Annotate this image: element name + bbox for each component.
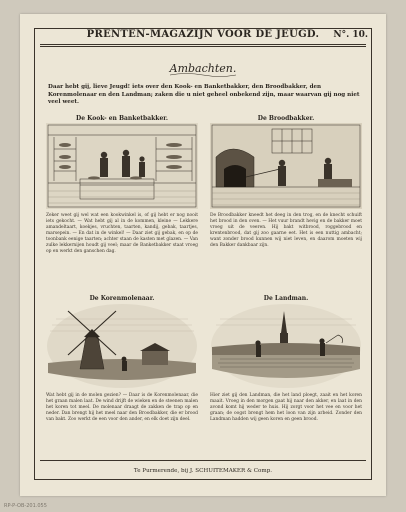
print-sheet <box>20 14 386 496</box>
bakehouse-engraving <box>210 123 362 209</box>
panel-broodbakker <box>210 114 362 249</box>
intro-paragraph: Daar hebt gij, lieve Jeugd! iets over den Kook- en Banketbakker, den Broodbakker, den Korenmolenaar en den Landman; zaken die u niet geheel onbekend zijn, maar waarvan gij nog niet veel weet. <box>48 84 360 106</box>
panel-text: Hier ziet gij den Landman, die het land ploegt, zaait en het koren maait. Vroeg in den morgen gaat hij naar den akker, en laat in den avond komt hij weder te huis. Hij zorgt voor het vee en voor het graan; de oogst brengt hem het loon van zijn arbeid. Zonder den Landman hadden wij geen koren en geen brood. <box>210 393 362 422</box>
inventory-number: RP-P-OB-201.055 <box>4 503 47 509</box>
publisher-imprint: Te Purmerende, bij J. SCHUITEMAKER & Comp. <box>133 468 273 474</box>
footer-rule <box>40 460 366 461</box>
panel-title: De Broodbakker. <box>257 115 315 122</box>
section-subtitle: Ambachten. <box>169 62 237 75</box>
field-engraving <box>210 303 362 389</box>
panel-banketbakker <box>46 114 198 255</box>
issue-number: N°. 10. <box>333 30 368 40</box>
panel-korenmolenaar <box>46 294 198 423</box>
flourish-ornament <box>168 72 238 78</box>
panel-text: De Broodbakker kneedt het deeg in den trog, en de knecht schuift het brood in den oven. — Het vuur brandt hevig en de bakker moet vroeg uit de veeren. Hij bakt witbrood, roggebrood en krentenbrood, dat gij zoo gaarne eet. Het is een nuttig ambacht; want zonder brood kunnen wij niet leven, en daarom moeten wij den Bakker dankbaar zijn. <box>210 213 362 248</box>
panel-title: De Korenmolenaar. <box>89 295 155 302</box>
panel-text: Zeker weet gij wel wat een kookwinkel is, of gij hebt er nog nooit iets gekocht. — Wat hebt gij al in de kommen, kleine — Lekkere amandeltaart, koekjes, vruchten, taarten, kandij, gebak, taartjes, marsepein. — En dat in de winkel! — Daar ziet gij gebak, en op de toonbank eenige taarten; achter staan de kasten met glazen. — Van zulke lekkernijen houdt gij veel; maar de Banketbakker staat vroeg op en werkt den ganschen dag. <box>46 213 198 254</box>
panel-landman <box>210 294 362 423</box>
panel-title: De Landman. <box>263 295 309 302</box>
panel-title: De Kook- en Banketbakker. <box>76 115 168 122</box>
header-rule <box>40 44 366 45</box>
page-title: PRENTEN-MAGAZIJN VOOR DE JEUGD. <box>86 29 320 40</box>
header-rule-double <box>40 46 366 47</box>
panel-text: Wat hebt gij in de molen gezien? — Daar is de Korenmolenaar, die het graan malen laat. De wind drijft de wieken en de steenen malen het koren tot meel. De molenaar draagt de zakken de trap op en neder. Dan brengt hij het meel naar den Broodbakker, die er brood van bakt. Zoo werkt de een voor den ander, en elk doet zijn deel. <box>46 393 198 422</box>
windmill-engraving <box>46 303 198 389</box>
bakery-shop-engraving <box>46 123 198 209</box>
